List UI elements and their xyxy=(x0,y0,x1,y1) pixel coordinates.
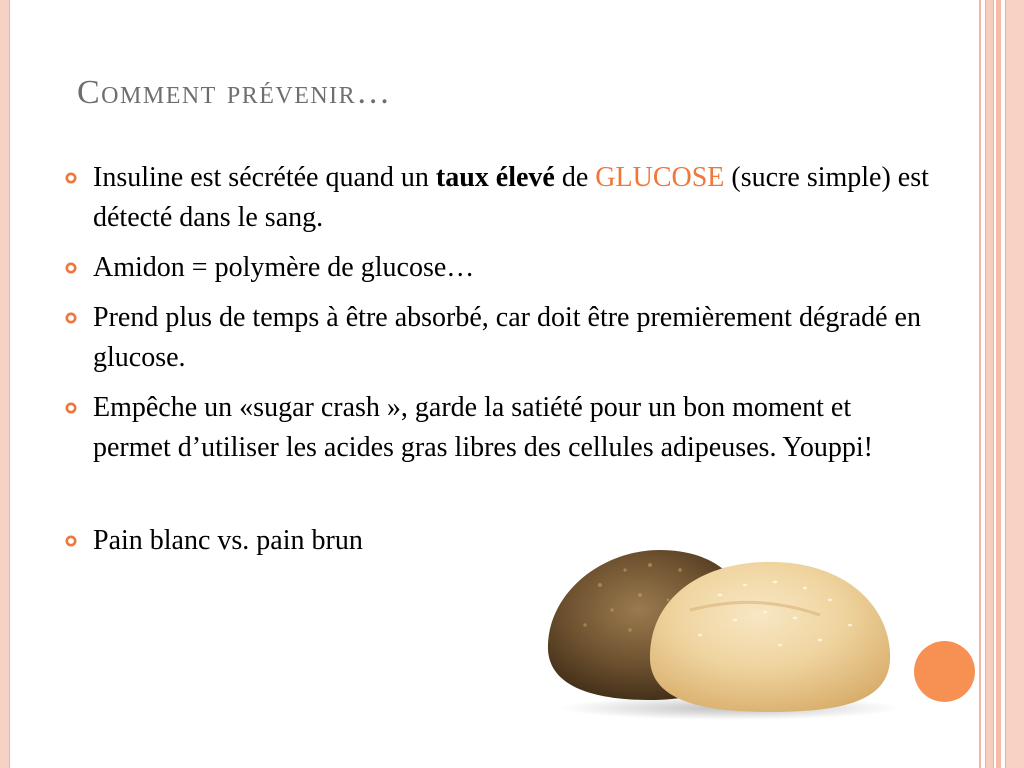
bullet-text: Pain blanc vs. pain brun xyxy=(93,525,363,556)
highlight-glucose: GLUCOSE xyxy=(595,162,725,193)
bullet-item xyxy=(65,298,935,378)
bullet-item xyxy=(65,158,935,238)
ring-bullet-icon xyxy=(65,312,77,324)
right-decor-bar xyxy=(1005,0,1024,768)
bullet-text: Amidon = polymère de glucose… xyxy=(93,252,475,283)
orange-circle-decoration xyxy=(914,641,975,702)
right-decor-bar xyxy=(979,0,981,768)
ring-bullet-icon xyxy=(65,402,77,414)
right-decor-bar xyxy=(996,0,1001,768)
bullet-text: Insuline est sécrétée quand un xyxy=(93,162,436,193)
bullet-text: Empêche un «sugar crash », garde la satiété pour un bon moment et permet d’utiliser les acides gras libres des cellules adipeuses. Youppi! xyxy=(93,392,873,463)
ring-bullet-icon xyxy=(65,535,77,547)
bullet-text: de xyxy=(554,162,596,193)
bullet-item xyxy=(65,248,935,288)
bullet-text: Prend plus de temps à être absorbé, car doit être premièrement dégradé en glucose. xyxy=(93,302,921,373)
slide-title: Comment prévenir… xyxy=(77,74,392,111)
bullet-item xyxy=(65,388,935,468)
left-edge-stripe xyxy=(0,0,10,768)
bread-rolls-image xyxy=(540,540,900,720)
ring-bullet-icon xyxy=(65,262,77,274)
right-decor-bar xyxy=(985,0,994,768)
bullet-list xyxy=(65,158,935,571)
ring-bullet-icon xyxy=(65,172,77,184)
bullet-text: (sucre simple) est détecté dans le sang. xyxy=(93,162,929,233)
bold-text: taux élevé xyxy=(435,162,555,193)
